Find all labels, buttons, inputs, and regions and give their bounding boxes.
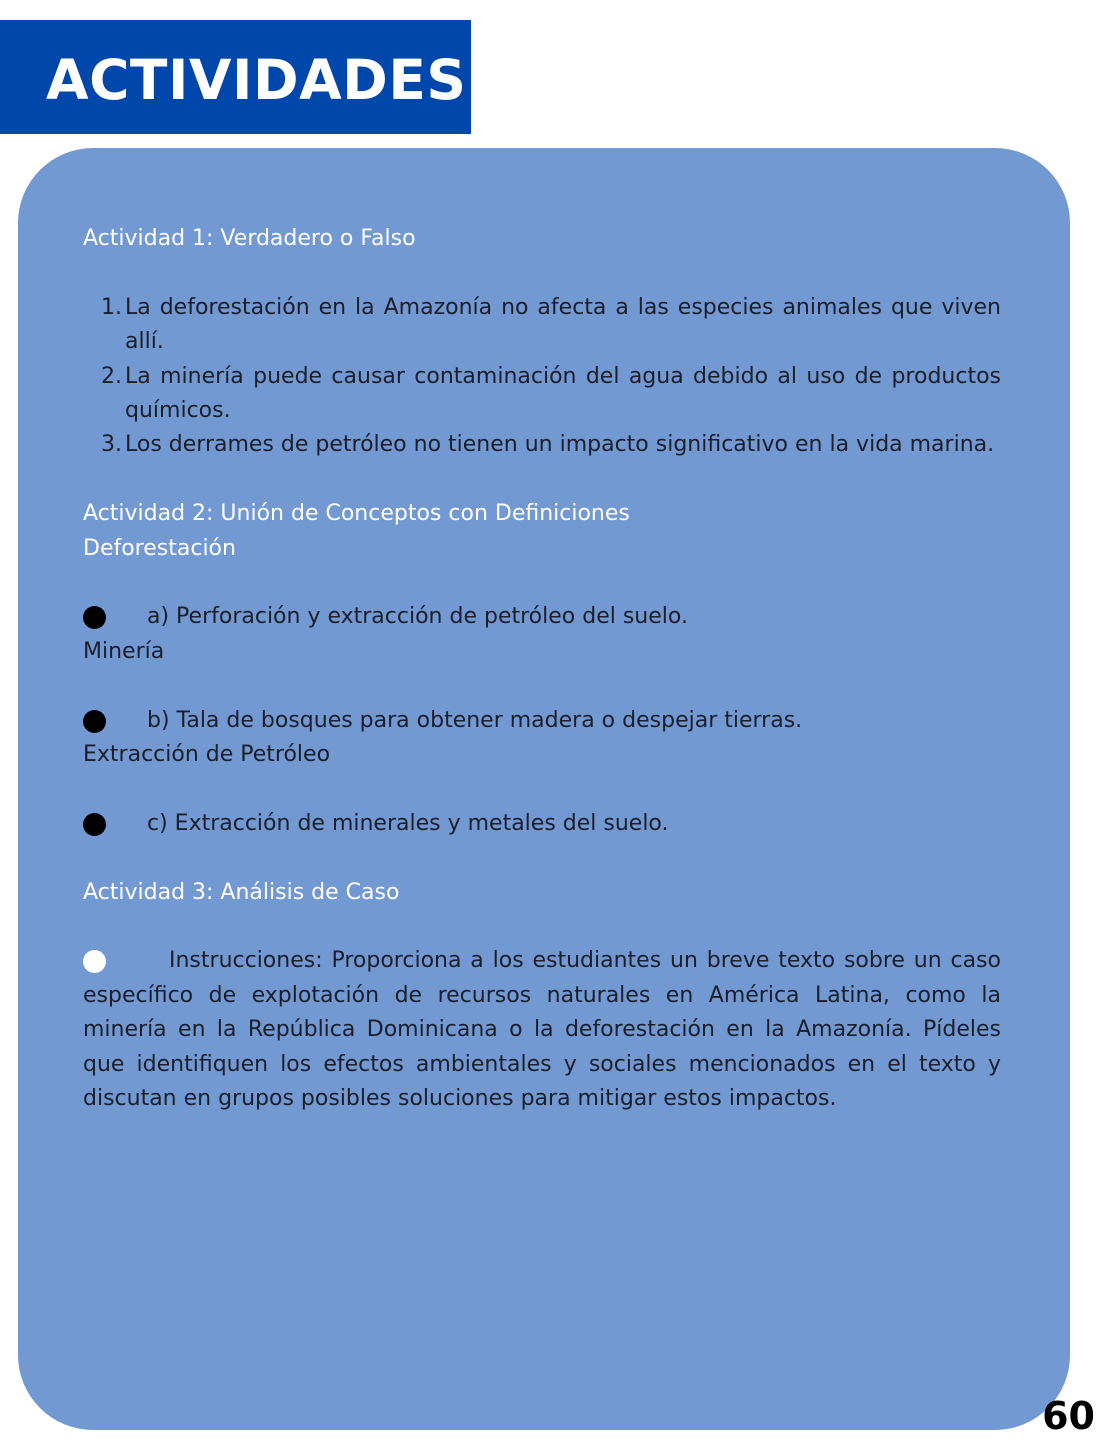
item-text: La deforestación en la Amazonía no afecta a las especies animales que viven allí.: [125, 294, 1001, 355]
bullet-icon: [83, 950, 106, 973]
concept-extraccion-petroleo: Extracción de Petróleo: [83, 742, 331, 768]
activity-1-heading: Actividad 1: Verdadero o Falso: [83, 226, 416, 251]
bullet-icon: [83, 710, 106, 733]
list-item: [101, 291, 1001, 360]
bullet-icon: [83, 813, 106, 836]
definition-text: b) Tala de bosques para obtener madera o despejar tierras.: [147, 707, 803, 733]
instructions-text: Instrucciones: Proporciona a los estudiantes un breve texto sobre un caso específico de explotación de recursos naturales en América Latina, como la minería en la República Dominicana o la deforestación en la Amazonía. Pídeles que identifiquen los efectos ambientales y sociales mencionados en el texto y discutan en grupos posibles soluciones para mitigar estos impactos.: [83, 948, 1001, 1112]
true-false-list: [83, 291, 1001, 463]
page-number: 60: [1042, 1394, 1095, 1438]
definition-text: a) Perforación y extracción de petróleo del suelo.: [147, 604, 688, 630]
list-item: [101, 360, 1001, 429]
concept-deforestacion: Deforestación: [83, 535, 236, 561]
item-number: 2.: [101, 363, 122, 389]
definition-text: c) Extracción de minerales y metales del suelo.: [147, 810, 669, 836]
item-text: Los derrames de petróleo no tienen un impacto significativo en la vida marina.: [125, 432, 995, 458]
concept-mineria: Minería: [83, 638, 165, 664]
activity-3-instructions: [83, 944, 1001, 1116]
item-text: La minería puede causar contaminación del agua debido al uso de productos químicos.: [125, 363, 1001, 424]
activities-content: [83, 222, 1001, 1116]
definition-row-c: [83, 807, 1001, 841]
page-title: ACTIVIDADES: [46, 48, 467, 112]
item-number: 1.: [101, 294, 122, 320]
definition-row-b: [83, 704, 1001, 738]
bullet-icon: [83, 606, 106, 629]
item-number: 3.: [101, 432, 122, 458]
activity-2-heading: Actividad 2: Unión de Conceptos con Definiciones: [83, 501, 630, 527]
definition-row-a: [83, 600, 1001, 634]
activity-3-heading: Actividad 3: Análisis de Caso: [83, 879, 400, 905]
list-item: [101, 428, 1001, 462]
